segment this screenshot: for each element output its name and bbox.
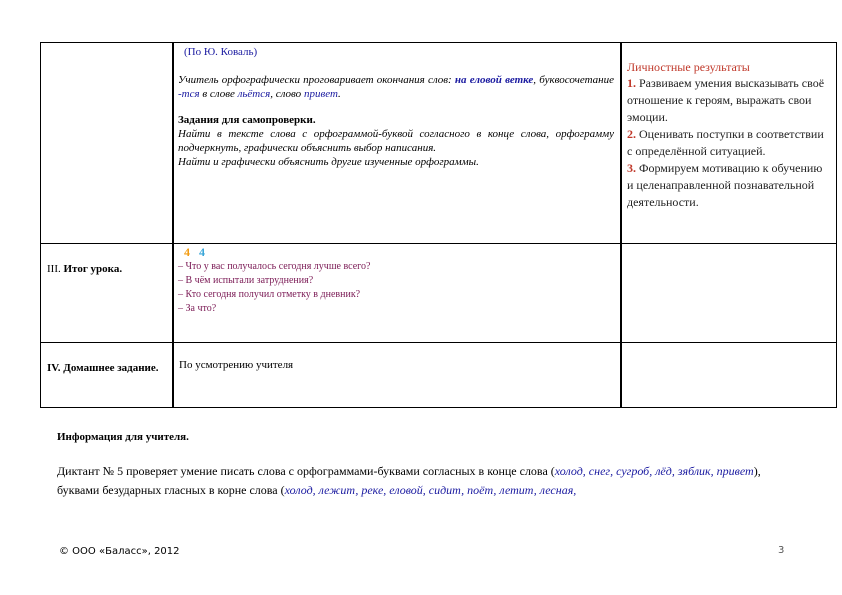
- result-text: Развиваем умения высказывать своё отношение к героям, выражать свои эмоции.: [627, 76, 825, 124]
- results-cell-empty: [621, 343, 837, 408]
- info-words: холод, снег, сугроб, лёд, зяблик, привет: [554, 464, 754, 478]
- instruction-text: .: [338, 88, 341, 100]
- instruction-highlight: -тся: [178, 88, 200, 100]
- result-number: 2.: [627, 127, 636, 141]
- result-text: Оценивать поступки в соответствии с определённой ситуацией.: [627, 127, 824, 158]
- result-number: 3.: [627, 161, 636, 175]
- stage-label: [41, 343, 172, 377]
- content-cell: [173, 43, 621, 244]
- info-text: ), буквами безударных гласных в корне слова (: [57, 464, 761, 497]
- instruction-text: , буквосочетание: [533, 74, 615, 86]
- results-cell: [621, 43, 837, 244]
- table-row: [41, 43, 837, 244]
- content-cell: [173, 343, 621, 408]
- tasks-title: Задания для самопроверки.: [178, 114, 316, 126]
- instruction-highlight: на еловой ветке: [454, 74, 534, 86]
- info-title: Информация для учителя.: [57, 431, 189, 443]
- instruction-highlight: привет: [303, 88, 339, 100]
- result-number: 1.: [627, 76, 636, 90]
- question: – Что у вас получалось сегодня лучше всего?: [178, 261, 371, 272]
- instruction-text: в слове: [199, 88, 238, 100]
- instruction-text: , слово: [270, 88, 304, 100]
- instruction-text: Учитель орфографически проговаривает окончания слов:: [178, 74, 455, 86]
- info-words: холод, лежит, реке, еловой, сидит, поёт, летит, лесная,: [284, 483, 577, 497]
- question: – Кто сегодня получил отметку в дневник?: [178, 289, 361, 300]
- teacher-instruction: [174, 73, 620, 101]
- scores: [174, 244, 620, 260]
- results-title: Личностные результаты: [627, 60, 750, 74]
- table-row: [41, 343, 837, 408]
- task-2: Найти и графически объяснить другие изученные орфограммы.: [178, 156, 479, 168]
- lesson-table: [40, 42, 837, 408]
- stage-number: III.: [47, 263, 61, 275]
- stage-label: [41, 244, 172, 276]
- page-number: 3: [778, 545, 785, 556]
- result-text: Формируем мотивацию к обучению и целенаправленной познавательной деятельности.: [627, 161, 823, 209]
- score-1: 4: [184, 245, 190, 259]
- score-2: 4: [199, 245, 205, 259]
- results-cell-empty: [621, 244, 837, 343]
- info-text: Диктант № 5 проверяет умение писать слова с орфограммами-буквами согласных в конце слова (: [57, 464, 555, 478]
- result-item: [622, 75, 836, 126]
- stage-name: Итог урока.: [60, 263, 123, 275]
- content-cell: [173, 244, 621, 343]
- task-1: Найти в тексте слова с орфограммой-буквой согласного в конце слова, орфограмму подчеркнуть, графически объяснить выбор написания.: [178, 128, 614, 154]
- stage-cell-summary: [41, 244, 174, 343]
- result-item: [622, 160, 836, 211]
- copyright: © ООО «Баласс», 2012: [59, 546, 180, 557]
- stage-name: IV. Домашнее задание.: [47, 362, 159, 374]
- info-body: [57, 462, 792, 500]
- question: – За что?: [178, 303, 217, 314]
- author-note: (По Ю. Коваль): [184, 46, 258, 58]
- result-item: [622, 126, 836, 160]
- homework-text: По усмотрению учителя: [179, 359, 294, 371]
- stage-cell-homework: [41, 343, 174, 408]
- table-row: [41, 244, 837, 343]
- instruction-highlight: льётся: [237, 88, 271, 100]
- stage-cell-empty: [41, 43, 174, 244]
- question: – В чём испытали затруднения?: [178, 275, 314, 286]
